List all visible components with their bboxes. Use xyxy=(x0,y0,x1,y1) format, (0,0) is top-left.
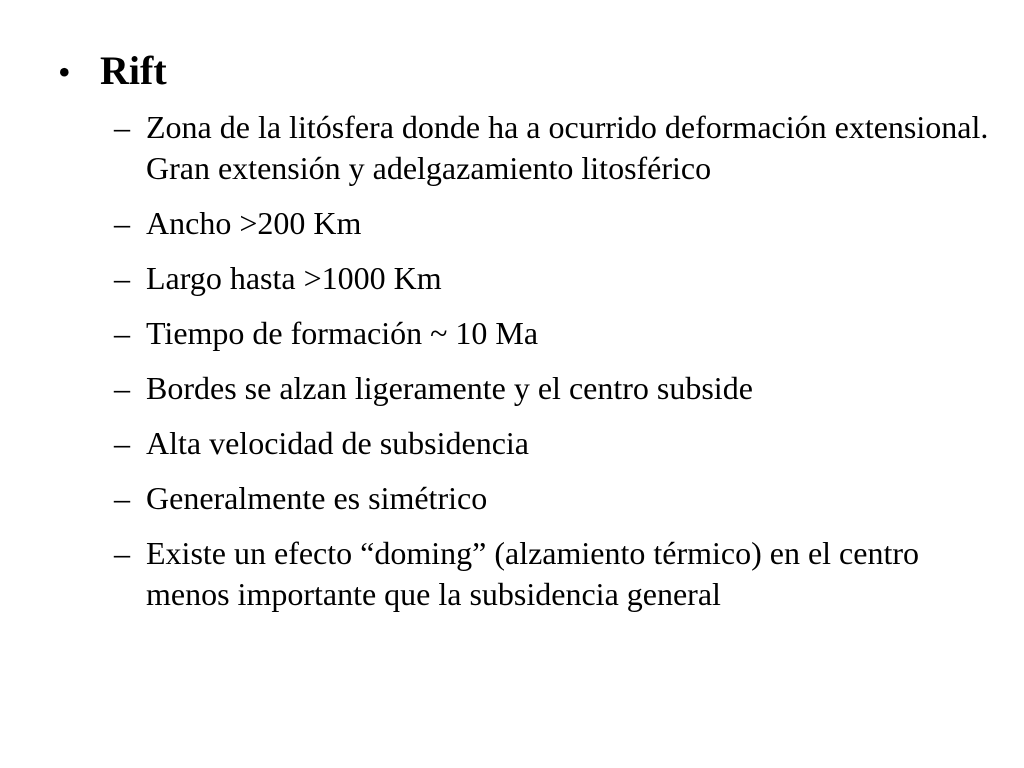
list-item xyxy=(114,203,994,244)
list-item xyxy=(114,258,994,299)
list-item-text: Zona de la litósfera donde ha a ocurrido deformación extensional. Gran extensión y adelgazamiento litosférico xyxy=(146,109,989,186)
dash-marker: – xyxy=(114,425,130,461)
list-item xyxy=(114,478,994,519)
list-item-text: Tiempo de formación ~ 10 Ma xyxy=(146,315,539,351)
dash-marker: – xyxy=(114,535,130,571)
dash-marker: – xyxy=(114,315,130,351)
dash-marker: – xyxy=(114,480,130,516)
list-item xyxy=(114,313,994,354)
dash-marker: – xyxy=(114,370,130,406)
list-item-text: Ancho >200 Km xyxy=(146,205,362,241)
list-item xyxy=(114,423,994,464)
list-item-text: Alta velocidad de subsidencia xyxy=(146,425,529,461)
dash-marker: – xyxy=(114,260,130,296)
list-item-text: Generalmente es simétrico xyxy=(146,480,488,516)
list-item xyxy=(114,368,994,409)
dash-marker: – xyxy=(114,205,130,241)
bullet-list xyxy=(114,107,994,629)
list-item-text: Existe un efecto “doming” (alzamiento térmico) en el centro menos importante que la subsidencia general xyxy=(146,535,919,612)
title-row xyxy=(58,46,167,97)
title-bullet: • xyxy=(58,52,71,92)
slide-title: Rift xyxy=(100,48,167,93)
dash-marker: – xyxy=(114,109,130,145)
list-item-text: Bordes se alzan ligeramente y el centro subside xyxy=(146,370,753,406)
list-item xyxy=(114,107,994,189)
list-item xyxy=(114,533,994,615)
list-item-text: Largo hasta >1000 Km xyxy=(146,260,442,296)
